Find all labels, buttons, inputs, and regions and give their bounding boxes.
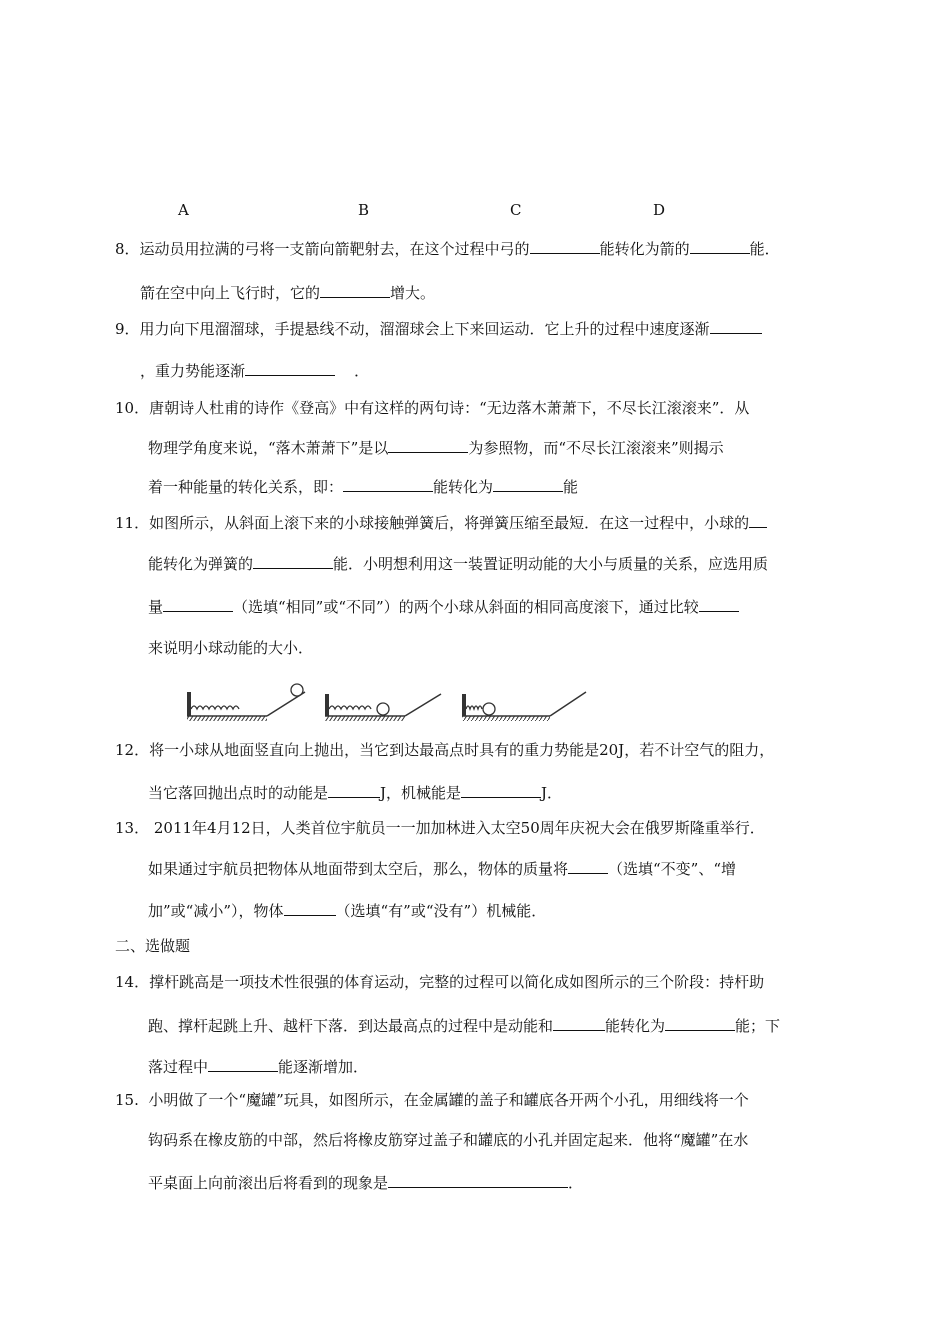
answer-blank[interactable] <box>320 282 390 298</box>
answer-blank[interactable] <box>343 476 433 492</box>
question-9-line-2: ，重力势能逐渐 ． <box>140 362 370 380</box>
answer-blank[interactable] <box>245 360 335 376</box>
answer-blank[interactable] <box>388 1172 568 1188</box>
option-a: A <box>178 201 189 219</box>
option-d: D <box>653 201 666 219</box>
question-number: 8． <box>115 240 140 258</box>
spring-ball-incline-figure <box>185 680 455 722</box>
answer-blank[interactable] <box>388 437 468 453</box>
question-13-line-2: 如果通过宇航员把物体从地面带到太空后，那么，物体的质量将 （选填“不变”、“增 <box>148 860 737 878</box>
answer-blank[interactable] <box>208 1056 278 1072</box>
question-10-line-1: 10．唐朝诗人杜甫的诗作《登高》中有这样的两句诗：“无边落木萧萧下，不尽长江滚滚来”．从 <box>115 399 750 417</box>
question-8-line-1: 8．运动员用拉满的弓将一支箭向箭靶射去，在这个过程中弓的 能转化为箭的 能． <box>115 240 780 258</box>
question-11-line-3: 量 （选填“相同”或“不同”）的两个小球从斜面的相同高度滚下，通过比较 <box>148 596 739 617</box>
question-12-line-2: 当它落回抛出点时的动能是 J，机械能是 J． <box>148 784 563 802</box>
question-9-line-1: 9．用力向下甩溜溜球，手提悬线不动，溜溜球会上下来回运动．它上升的过程中速度逐渐 <box>115 318 762 339</box>
question-15-line-2: 钩码系在橡皮筋的中部，然后将橡皮筋穿过盖子和罐底的小孔并固定起来．他将“魔罐”在水 <box>148 1131 749 1149</box>
question-number: 9． <box>115 320 140 338</box>
question-number: 13． <box>115 819 150 837</box>
option-b: B <box>358 201 370 219</box>
answer-blank[interactable] <box>493 476 563 492</box>
answer-blank[interactable] <box>690 238 750 254</box>
question-15-line-1: 15. 小明做了一个“魔罐”玩具，如图所示，在金属罐的盖子和罐底各开两个小孔，用细线将一个 <box>115 1091 749 1109</box>
answer-blank[interactable] <box>253 553 333 569</box>
question-10-line-2: 物理学角度来说，“落木萧萧下”是以 为参照物，而“不尽长江滚滚来”则揭示 <box>148 439 724 457</box>
question-13-line-3: 加”或“减小”），物体 （选填“有”或“没有”）机械能． <box>148 902 547 920</box>
section-title: 二、选做题 <box>115 937 191 955</box>
answer-blank[interactable] <box>710 318 762 334</box>
question-11-line-1: 11．如图所示，从斜面上滚下来的小球接触弹簧后，将弹簧压缩至最短．在这一过程中，小球的 <box>115 512 767 533</box>
question-12-line-1: 12．将一小球从地面竖直向上抛出，当它到达最高点时具有的重力势能是20J，若不计空气的阻力， <box>115 741 775 759</box>
question-14-line-1: 14．撑杆跳高是一项技术性很强的体育运动，完整的过程可以简化成如图所示的三个阶段：持杆助 <box>115 973 765 991</box>
question-number: 11． <box>115 514 150 532</box>
option-c: C <box>510 201 522 219</box>
answer-blank[interactable] <box>163 596 233 612</box>
question-13-line-1: 13． 2011年4月12日，人类首位宇航员一一加加林进入太空50周年庆祝大会在俄罗斯隆重举行． <box>115 819 765 837</box>
question-11-line-4: 来说明小球动能的大小． <box>148 639 314 657</box>
answer-blank[interactable] <box>284 900 336 916</box>
question-8-line-2: 箭在空中向上飞行时，它的 增大。 <box>140 284 436 302</box>
answer-blank[interactable] <box>665 1015 735 1031</box>
figure-stage-3 <box>460 684 590 724</box>
answer-blank[interactable] <box>328 782 380 798</box>
answer-blank[interactable] <box>749 512 767 528</box>
figure-stage-1 <box>187 684 305 721</box>
question-15-line-3: 平桌面上向前滚出后将看到的现象是 ． <box>148 1174 584 1192</box>
question-10-line-3: 着一种能量的转化关系，即： 能转化为 能 <box>148 478 579 496</box>
question-14-line-3: 落过程中 能逐渐增加． <box>148 1058 369 1076</box>
question-11-line-2: 能转化为弹簧的 能．小明想利用这一装置证明动能的大小与质量的关系，应选用质 <box>148 555 769 573</box>
question-14-line-2: 跑、撑杆起跳上升、越杆下落．到达最高点的过程中是动能和 能转化为 能；下 <box>148 1017 781 1035</box>
figure-stage-2 <box>325 694 441 721</box>
answer-blank[interactable] <box>461 782 541 798</box>
question-number: 10． <box>115 399 150 417</box>
answer-blank[interactable] <box>530 238 600 254</box>
answer-blank[interactable] <box>553 1015 605 1031</box>
question-number: 14． <box>115 973 150 991</box>
question-number: 12． <box>115 741 150 759</box>
question-number: 15. <box>115 1091 139 1109</box>
answer-blank[interactable] <box>568 858 608 874</box>
answer-blank[interactable] <box>699 596 739 612</box>
